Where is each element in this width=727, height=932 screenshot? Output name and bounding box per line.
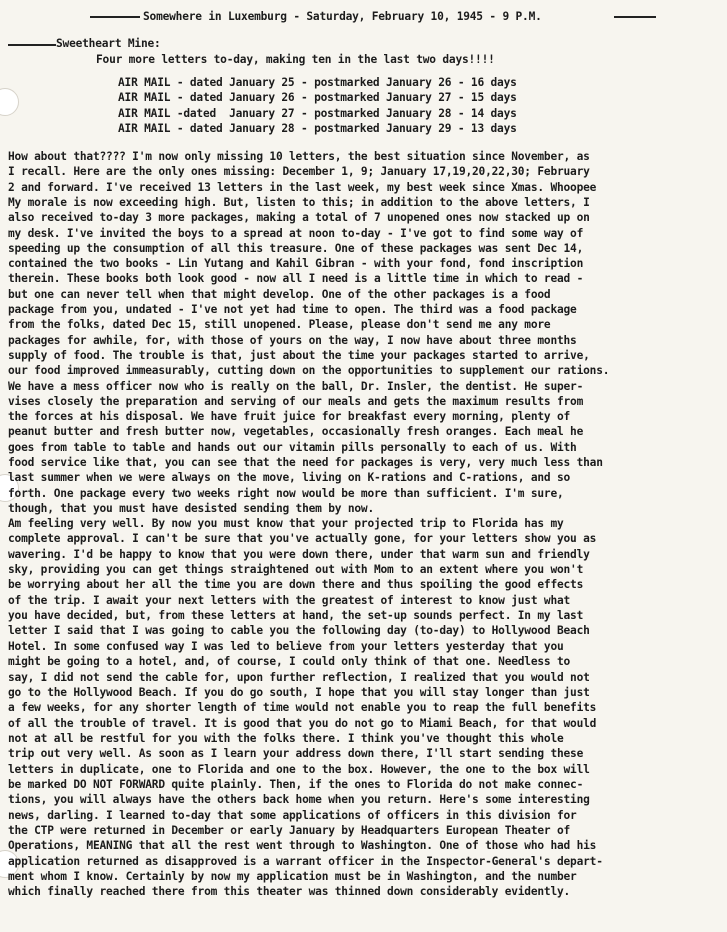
letter-line: a few weeks, for any shorter length of time would not enable you to reap the full benefits [8, 701, 597, 715]
letter-line: Hotel. In some confused way I was led to believe from your letters yesterday that you [8, 639, 564, 653]
letter-line: though, that you must have desisted sending them by now. [8, 501, 374, 515]
letter-line: also received to-day 3 more packages, making a total of 7 unopened ones now stacked up on [8, 211, 590, 225]
letter-line: from the folks, dated Dec 15, still unopened. Please, please don't send me any more [8, 318, 551, 332]
letter-heading: Somewhere in Luxemburg - Saturday, February 10, 1945 - 9 P.M. [143, 10, 542, 23]
heading-dash-left [90, 16, 140, 18]
letter-line: Am feeling very well. By now you must know that your projected trip to Florida has my [8, 517, 564, 530]
letter-line: the CTP were returned in December or early January by Headquarters European Theater of [8, 824, 571, 837]
letter-line: goes from table to table and hands out our vitamin pills personally to each of us. With [8, 440, 577, 454]
letter-line: the forces at his disposal. We have fruit juice for breakfast every morning, plenty of [8, 410, 571, 424]
airmail-entry: AIR MAIL - dated January 26 - postmarked January 27 - 15 days [118, 91, 517, 104]
letter-line: news, darling. I learned to-day that some applications of officers in this division for [8, 808, 577, 822]
letter-line: contained the two books - Lin Yutang and Kahil Gibran - with your fond, fond inscription [8, 257, 584, 271]
letter-line: Operations, MEANING that all the rest went through to Washington. One of those who had his [8, 839, 597, 853]
heading-dash-right [614, 16, 656, 18]
letter-line: How about that???? I'm now only missing 10 letters, the best situation since November, as [8, 150, 590, 163]
letter-line: of the trip. I await your next letters with the greatest of interest to know just what [8, 593, 571, 607]
letter-line: be marked DO NOT FORWARD quite plainly. Then, if the ones to Florida do not make connec- [8, 777, 584, 791]
letter-line: trip out very well. As soon as I learn your address down there, I'll start sending these [8, 747, 584, 761]
letter-line: packages for awhile, for, with those of yours on the way, I now have about three months [8, 333, 577, 347]
letter-line: speeding up the consumption of all this treasure. One of these packages was sent Dec 14, [8, 241, 584, 255]
letter-line: 2 and forward. I've received 13 letters in the last week, my best week since Xmas. Whoopee [8, 180, 597, 194]
letter-line: My morale is now exceeding high. But, listen to this; in addition to the above letters, I [8, 195, 590, 209]
letter-line: be worrying about her all the time you are down there and thus spoiling the good effects [8, 578, 584, 592]
letter-line: forth. One package every two weeks right now would be more than sufficient. I'm sure, [8, 486, 564, 500]
letter-line: our food improved immeasurably, cutting down on the opportunities to supplement our rations. [8, 364, 610, 378]
letter-line: package from you, undated - I've not yet had time to open. The third was a food package [8, 303, 577, 316]
letter-line: of all the trouble of travel. It is good that you do not go to Miami Beach, for that would [8, 716, 597, 730]
airmail-entry: AIR MAIL - dated January 25 - postmarked January 26 - 16 days [118, 76, 517, 89]
letter-line: which finally reached there from this theater was thinned down considerably evidently. [8, 885, 571, 899]
letter-line: I recall. Here are the only ones missing: December 1, 9; January 17,19,20,22,30; February [8, 165, 590, 179]
letter-line: sky, providing you can get things straightened out with Mom to an extent where you won't [8, 563, 584, 577]
salutation-dash [8, 44, 56, 46]
letter-line: but one can never tell when that might develop. One of the other packages is a food [8, 287, 551, 301]
letter-line: therein. These books both look good - now all I need is a little time in which to read - [8, 272, 584, 286]
letter-line: letter I said that I was going to cable you the following day (to-day) to Hollywood Beach [8, 624, 590, 638]
letter-line: you have decided, but, from these letters at hand, the set-up sounds perfect. In my last [8, 609, 584, 623]
letter-line: application returned as disapproved is a warrant officer in the Inspector-General's depart- [8, 854, 603, 868]
letter-line: not at all be restful for you with the folks there. I think you've thought this whole [8, 731, 564, 745]
letter-line: say, I did not send the cable for, upon further reflection, I realized that you would not [8, 670, 590, 684]
letter-line: vises closely the preparation and serving of our meals and gets the maximum results from [8, 394, 584, 408]
letter-line: last summer when we were always on the move, living on K-rations and C-rations, and so [8, 471, 571, 485]
letter-line: my desk. I've invited the boys to a spread at noon to-day - I've got to find some way of [8, 226, 584, 240]
letter-line: We have a mess officer now who is really on the ball, Dr. Insler, the dentist. He super- [8, 379, 584, 393]
letter-line: go to the Hollywood Beach. If you do go south, I hope that you will stay longer than just [8, 685, 590, 699]
airmail-entry: AIR MAIL -dated January 27 - postmarked January 28 - 14 days [118, 107, 517, 120]
letter-line: complete approval. I can't be sure that you've actually gone, for your letters show you as [8, 532, 597, 546]
letter-line: ment whom I know. Certainly by now my application must be in Washington, and the number [8, 870, 577, 884]
binder-hole [0, 88, 19, 116]
letter-line: food service like that, you can see that the need for packages is very, very much less than [8, 456, 603, 469]
letter-line: peanut butter and fresh butter now, vegetables, occasionally fresh oranges. Each meal he [8, 425, 584, 439]
letter-line: wavering. I'd be happy to know that you were down there, under that warm sun and friendly [8, 547, 590, 561]
letter-line: supply of food. The trouble is that, just about the time your packages started to arrive, [8, 348, 590, 362]
letter-line: might be going to a hotel, and, of course, I could only think of that one. Needless to [8, 655, 571, 669]
letter-line: letters in duplicate, one to Florida and one to the box. However, the one to the box will [8, 762, 590, 776]
letter-line: tions, you will always have the others back home when you return. Here's some interesting [8, 793, 590, 807]
salutation: Sweetheart Mine: [56, 37, 161, 50]
opening-line: Four more letters to-day, making ten in the last two days!!!! [96, 53, 495, 66]
airmail-entry: AIR MAIL - dated January 28 - postmarked January 29 - 13 days [118, 122, 517, 135]
